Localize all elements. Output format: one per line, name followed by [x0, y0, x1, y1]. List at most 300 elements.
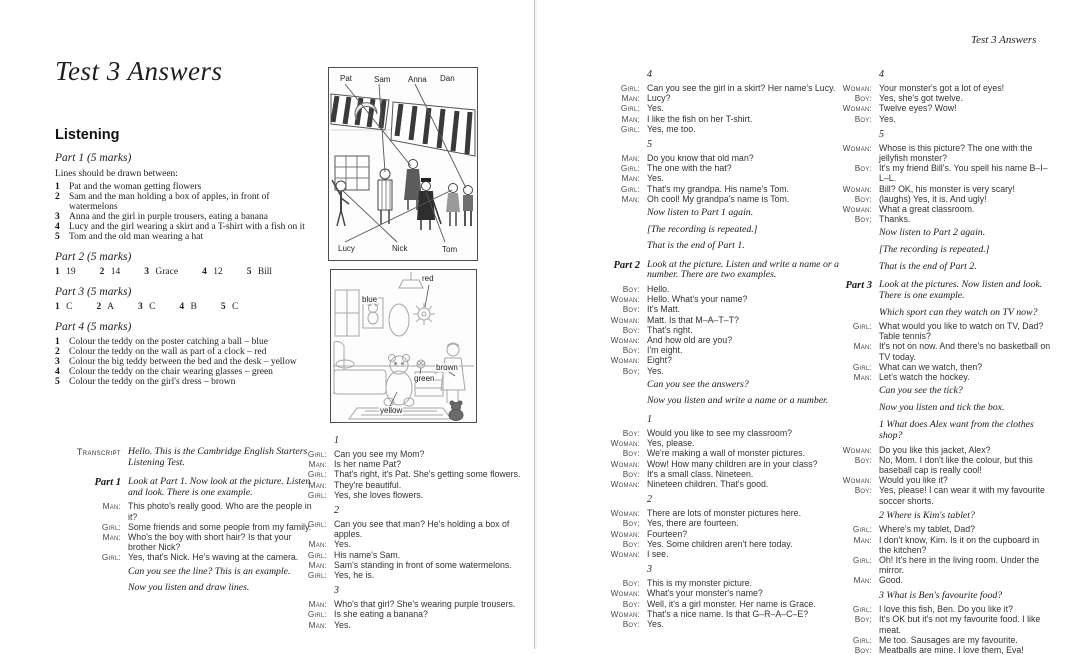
spacer [598, 396, 640, 407]
dialogue-text: I love this fish, Ben. Do you like it? [879, 604, 1013, 615]
speaker-label: Woman: [842, 475, 872, 486]
dialogue-text: Yes. [334, 619, 351, 630]
dialogue-text: Yes, that's Nick. He's waving at the camera. [128, 552, 299, 563]
speaker-label: Man: [853, 341, 872, 352]
dialogue-text: I don't know, Kim. Is it on the cupboard in the kitchen? [879, 534, 1040, 555]
speaker-label: Woman: [610, 528, 640, 539]
question-header [836, 591, 1052, 602]
item-text: Colour the teddy on the poster catching a ball – blue [69, 337, 268, 347]
list-item [55, 377, 319, 387]
running-header: Test 3 Answers [971, 34, 1037, 46]
transcript-column [53, 441, 319, 596]
dialogue-line [836, 143, 1052, 163]
dialogue-line [598, 194, 840, 204]
dialogue-line [598, 284, 840, 294]
dialogue-text: Yes, me too. [647, 123, 696, 134]
speaker-label: Woman: [610, 588, 640, 599]
dialogue-text: That's right, it's Pat. She's getting some flowers. [334, 469, 521, 480]
speaker-label: Woman: [610, 549, 640, 560]
speaker-label: Man: [308, 619, 327, 630]
answer-number: 2 [99, 267, 105, 277]
question-header [836, 511, 1052, 522]
figure1-name-anna: Anna [408, 75, 427, 84]
figure2-label-blue: blue [362, 295, 378, 304]
speaker-label: Woman: [610, 355, 640, 366]
page-gutter-divider [534, 0, 537, 649]
dialogue-text: (laughs) Yes, it is. And ugly! [879, 193, 987, 204]
list-item [55, 367, 319, 377]
item-text: Colour the teddy on the chair wearing glasses – green [69, 367, 273, 377]
spacer [598, 208, 640, 219]
dialogue-text: We're making a wall of monster pictures. [647, 448, 805, 459]
spacer [300, 585, 327, 596]
speaker-label: Boy: [622, 538, 640, 549]
spacer [836, 308, 872, 319]
dialogue-line [598, 83, 840, 93]
speaker-label: Man: [621, 173, 640, 184]
dialogue-text: Is her name Pat? [334, 459, 401, 470]
answer-number: 1 [55, 302, 60, 312]
section-number-text: 4 [879, 69, 884, 80]
part1-intro: Lines should be drawn between: [55, 169, 178, 179]
dialogue-text: Twelve eyes? Wow! [879, 103, 957, 114]
speaker-label: Boy: [622, 598, 640, 609]
dialogue-text: Who's the boy with short hair? Is that your brother Nick? [128, 531, 292, 553]
speaker-label: Man: [308, 479, 327, 490]
dialogue-text: What's your monster's name? [647, 588, 763, 599]
item-number: 1 [55, 182, 60, 192]
dialogue-text: Yes. [334, 539, 351, 550]
figure1-name-nick: Nick [392, 244, 408, 253]
speaker-label: Woman: [842, 103, 872, 114]
dialogue-line [598, 549, 840, 559]
dialogue-text: Yes, she loves flowers. [334, 489, 424, 500]
answer-pair: 3 C [137, 302, 156, 312]
dialogue-line [836, 445, 1052, 455]
dialogue-line [836, 535, 1052, 555]
dialogue-text: That's my grandpa. His name's Tom. [647, 183, 790, 194]
spacer [598, 380, 640, 391]
part3-heading: Part 3 (5 marks) [55, 286, 132, 298]
list-item [55, 357, 319, 367]
item-number: 5 [55, 232, 60, 242]
spacer [836, 403, 872, 414]
speaker-label: Boy: [622, 578, 640, 589]
stage-direction-text: Can you see the line? This is an example. [128, 565, 291, 577]
dialogue-line [836, 321, 1052, 341]
answer-number: 5 [220, 302, 226, 312]
stage-direction-text: That is the end of Part 2. [879, 260, 977, 272]
dialogue-text: This photo's really good. Who are the people in it? [128, 501, 312, 522]
dialogue-text: Would you like it? [879, 475, 948, 486]
part-label: Part 3 [845, 280, 872, 292]
speaker-label: Girl: [620, 163, 640, 174]
speaker-label: Man: [621, 153, 640, 164]
figure-market-scene [328, 67, 478, 261]
part-instruction: Hello. This is the Cambridge English Starters Listening Test. [128, 446, 308, 468]
dialogue-text: Yes, there are fourteen. [647, 518, 739, 529]
spacer [300, 435, 327, 446]
figure1-name-pat: Pat [340, 74, 353, 83]
stage-direction-text: Which sport can they watch on TV now? [879, 307, 1038, 319]
stage-direction-text: [The recording is repeated.] [647, 223, 758, 235]
speaker-label: Boy: [622, 619, 640, 630]
speaker-label: Woman: [610, 608, 640, 619]
answer-pair: 4 B [179, 302, 197, 312]
spacer [836, 420, 872, 441]
speaker-label: Girl: [307, 469, 327, 480]
stage-direction [53, 583, 319, 594]
speaker-label: Girl: [307, 570, 327, 581]
dialogue-line [836, 184, 1052, 194]
stage-direction-text: [The recording is repeated.] [879, 244, 990, 256]
dialogue-line [598, 163, 840, 173]
spacer [598, 494, 640, 505]
speaker-label: Woman: [610, 294, 640, 305]
dialogue-line [836, 372, 1052, 382]
answer-number: 3 [144, 267, 149, 277]
stage-direction [836, 403, 1052, 414]
stage-direction [598, 241, 840, 252]
speaker-label: Man: [621, 193, 640, 204]
dialogue-line [598, 508, 840, 518]
speaker-label: Boy: [854, 614, 872, 625]
speaker-label: Woman: [610, 314, 640, 325]
dialogue-line [53, 552, 319, 562]
part2-answers [55, 267, 319, 277]
market-scene-illustration [329, 68, 477, 260]
section-number-text: 5 [647, 139, 652, 151]
stage-direction-text: Now you listen and write a name or a number. [647, 395, 829, 407]
speaker-label: Girl: [852, 321, 872, 331]
item-text: Colour the teddy on the girl's dress – brown [69, 377, 236, 387]
dialogue-line [300, 599, 524, 609]
dialogue-text: Wow! How many children are in your class? [647, 458, 818, 469]
spacer [836, 69, 872, 80]
speaker-label: Girl: [101, 521, 121, 532]
speaker-label: Man: [853, 575, 872, 586]
dialogue-text: What can we watch, then? [879, 361, 983, 372]
page-title: Test 3 Answers [55, 56, 223, 86]
stage-direction-text: Now listen to Part 1 again. [647, 207, 754, 219]
figure2-label-yellow: yellow [380, 406, 403, 415]
dialogue-text: It's not on now. And there's no basketball on TV today. [879, 341, 1051, 362]
dialogue-line [598, 518, 840, 528]
dialogue-line [53, 522, 319, 532]
dialogue-line [598, 619, 840, 629]
speaker-label: Girl: [852, 555, 872, 566]
dialogue-text: Can you see my Mom? [334, 449, 425, 459]
item-text: Colour the teddy on the wall as part of a clock – red [69, 347, 267, 357]
spacer [836, 228, 872, 239]
list-item [55, 337, 319, 347]
speaker-label: Man: [621, 113, 640, 124]
section-number-text: 2 [647, 494, 652, 506]
dialogue-line [598, 529, 840, 539]
speaker-label: Woman: [610, 479, 640, 490]
section-number [300, 585, 524, 596]
dialogue-text: Yes. [647, 619, 664, 630]
answer-pair: 2 14 [99, 267, 121, 277]
speaker-label: Woman: [842, 183, 872, 194]
dialogue-line [598, 599, 840, 609]
speaker-label: Girl: [620, 103, 640, 114]
speaker-label: Boy: [622, 345, 640, 356]
speaker-label: Woman: [842, 83, 872, 93]
dialogue-text: I see. [647, 549, 669, 560]
stage-direction [598, 380, 840, 391]
stage-direction [598, 225, 840, 236]
part-label: Transcript [76, 447, 121, 457]
stage-direction-text: Can you see the answers? [647, 378, 749, 390]
part1-answer-list [55, 182, 319, 242]
speaker-label: Man: [102, 531, 121, 542]
item-number: 3 [55, 357, 60, 367]
stage-direction-text: That is the end of Part 1. [647, 240, 745, 252]
listening-heading: Listening [55, 127, 120, 143]
figure1-name-dan: Dan [440, 74, 455, 83]
dialogue-line [836, 194, 1052, 204]
speaker-label: Boy: [622, 324, 640, 335]
speaker-label: Man: [308, 599, 327, 610]
dialogue-text: Yes, please! I can wear it with my favourite soccer shorts. [879, 485, 1045, 506]
list-item [55, 222, 319, 232]
speaker-label: Boy: [622, 428, 640, 439]
question-text: 3 What is Ben's favourite food? [879, 589, 1003, 601]
question-text: 1 What does Alex want from the clothes shop? [879, 419, 1034, 441]
dialogue-line [300, 550, 524, 560]
stage-direction [598, 396, 840, 407]
stage-direction [836, 308, 1052, 319]
dialogue-line [836, 614, 1052, 634]
transcript-column-4 [836, 64, 1052, 655]
section-number [300, 435, 524, 446]
part-header [836, 280, 1052, 301]
dialogue-line [598, 428, 840, 438]
answer-number: 1 [55, 267, 60, 277]
speaker-label: Boy: [622, 468, 640, 479]
spacer [598, 564, 640, 575]
dialogue-text: Yes. [879, 113, 896, 124]
answer-number: 4 [202, 267, 207, 277]
answer-pair: 5 C [220, 302, 239, 312]
dialogue-line [836, 455, 1052, 475]
stage-direction-text: Now you listen and tick the box. [879, 401, 1005, 413]
dialogue-line [598, 479, 840, 489]
section-number [598, 564, 840, 575]
speaker-label: Man: [308, 559, 327, 570]
spacer [836, 245, 872, 256]
section-number [598, 139, 840, 150]
dialogue-line [836, 93, 1052, 103]
dialogue-line [598, 93, 840, 103]
spacer [598, 414, 640, 425]
dialogue-text: Yes. [647, 173, 664, 184]
speaker-label: Man: [308, 539, 327, 550]
dialogue-line [300, 620, 524, 630]
dialogue-line [598, 459, 840, 469]
dialogue-line [598, 345, 840, 355]
dialogue-text: No, Mom. I don't like the colour, but this baseball cap is really cool! [879, 454, 1033, 475]
section-number-text: 5 [879, 128, 884, 140]
dialogue-text: Good. [879, 575, 903, 586]
item-number: 2 [55, 347, 60, 357]
speaker-label: Boy: [854, 113, 872, 124]
part-instruction: Look at the picture. Listen and write a name or a number. There are two examples. [647, 258, 840, 281]
speaker-label: Man: [308, 459, 327, 470]
speaker-label: Girl: [307, 549, 327, 560]
dialogue-line [836, 204, 1052, 214]
dialogue-text: That's a nice name. Is that G–R–A–C–E? [647, 608, 809, 619]
answer-pair: 1 C [55, 302, 73, 312]
dialogue-line [836, 362, 1052, 372]
spacer [598, 139, 640, 150]
speaker-label: Girl: [620, 123, 640, 134]
speaker-label: Girl: [307, 519, 327, 530]
item-number: 4 [55, 222, 60, 232]
dialogue-text: And how old are you? [647, 335, 733, 346]
dialogue-text: Well, it's a girl monster. Her name is Grace. [647, 598, 816, 609]
dialogue-line [836, 475, 1052, 485]
dialogue-line [598, 103, 840, 113]
dialogue-text: Sam's standing in front of some watermelons. [334, 559, 512, 570]
speaker-label: Woman: [610, 335, 640, 346]
dialogue-text: Do you know that old man? [647, 153, 754, 164]
figure2-label-red: red [422, 274, 434, 283]
speaker-label: Boy: [854, 485, 872, 496]
section-number [598, 414, 840, 425]
speaker-label: Girl: [852, 524, 872, 535]
part-header [53, 477, 319, 498]
item-number: 2 [55, 192, 60, 202]
speaker-label: Woman: [842, 142, 872, 153]
item-text: Anna and the girl in purple trousers, eating a banana [69, 212, 268, 222]
transcript-column-2 [300, 430, 524, 630]
item-text: Lucy and the girl wearing a skirt and a T-shirt with a fish on it [69, 222, 305, 232]
answer-number: 4 [179, 302, 185, 312]
answer-pair: 4 12 [202, 267, 223, 277]
question-text: 2 Where is Kim's tablet? [879, 509, 975, 521]
item-number: 5 [55, 377, 60, 387]
dialogue-line [598, 355, 840, 365]
dialogue-text: Oh! It's here in the living room. Under the mirror. [879, 555, 1040, 576]
dialogue-line [598, 153, 840, 163]
section-number-text: 2 [334, 505, 339, 517]
dialogue-text: Lucy? [647, 93, 671, 104]
dialogue-line [598, 609, 840, 619]
stage-direction [836, 386, 1052, 397]
dialogue-line [300, 469, 524, 479]
item-number: 1 [55, 337, 60, 347]
figure2-label-green: green [414, 374, 435, 383]
dialogue-line [598, 114, 840, 124]
dialogue-text: It's my friend Bill's. You spell his name B–I–L–L. [879, 163, 1048, 184]
dialogue-line [598, 173, 840, 183]
speaker-label: Girl: [620, 183, 640, 194]
dialogue-text: Some friends and some people from my family. [128, 521, 312, 532]
dialogue-line [300, 560, 524, 570]
dialogue-line [598, 366, 840, 376]
dialogue-line [598, 539, 840, 549]
item-text: Tom and the old man wearing a hat [69, 232, 204, 242]
dialogue-text: What a great classroom. [879, 204, 975, 215]
dialogue-text: Your monster's got a lot of eyes! [879, 83, 1005, 93]
dialogue-line [598, 294, 840, 304]
speaker-label: Boy: [854, 93, 872, 104]
dialogue-text: Yes, please. [647, 438, 695, 449]
dialogue-text: Do you like this jacket, Alex? [879, 444, 991, 455]
section-number [598, 69, 840, 80]
dialogue-line [598, 438, 840, 448]
spacer [300, 505, 327, 516]
dialogue-text: Meatballs are mine. I love them, Eva! [879, 645, 1024, 655]
answer-pair: 1 19 [55, 267, 76, 277]
answer-pair: 2 A [96, 302, 114, 312]
speaker-label: Girl: [307, 449, 327, 459]
dialogue-line [836, 555, 1052, 575]
speaker-label: Boy: [854, 193, 872, 204]
spacer [836, 262, 872, 273]
dialogue-line [836, 341, 1052, 361]
part3-answers [55, 302, 319, 312]
dialogue-line [53, 501, 319, 521]
dialogue-text: It's Matt. [647, 304, 680, 315]
bedroom-scene-illustration [331, 270, 476, 422]
section-number-text: 1 [334, 435, 339, 446]
dialogue-text: Me too. Sausages are my favourite. [879, 634, 1018, 645]
part-label: Part 2 [613, 259, 640, 271]
stage-direction [836, 262, 1052, 273]
stage-direction-text: Can you see the tick? [879, 385, 963, 397]
speaker-label: Man: [102, 501, 121, 512]
dialogue-line [836, 214, 1052, 224]
dialogue-text: Nineteen children. That's good. [647, 479, 769, 490]
speaker-label: Girl: [620, 83, 640, 93]
spacer [836, 386, 872, 397]
item-number: 3 [55, 212, 60, 222]
item-text: Pat and the woman getting flowers [69, 182, 202, 192]
part1-heading: Part 1 (5 marks) [55, 152, 132, 164]
dialogue-line [598, 315, 840, 325]
speaker-label: Man: [853, 534, 872, 545]
dialogue-text: Can you see that man? He's holding a box of apples. [334, 519, 510, 540]
dialogue-text: I like the fish on her T-shirt. [647, 113, 753, 124]
dialogue-line [598, 184, 840, 194]
section-number-text: 4 [647, 69, 652, 80]
item-text: Sam and the man holding a box of apples, in front of watermelons [69, 192, 270, 212]
part4-answer-list [55, 337, 319, 387]
dialogue-text: Can you see the girl in a skirt? Her name's Lucy. [647, 83, 836, 93]
figure1-name-sam: Sam [374, 75, 391, 84]
dialogue-text: They're beautiful. [334, 479, 402, 490]
speaker-label: Man: [621, 93, 640, 104]
speaker-label: Girl: [101, 552, 121, 563]
list-item [55, 182, 319, 192]
dialogue-text: Hello. What's your name? [647, 294, 748, 305]
dialogue-text: Yes. [647, 103, 664, 114]
section-number-text: 3 [334, 585, 339, 597]
section-number-text: 1 [647, 414, 652, 426]
dialogue-line [300, 490, 524, 500]
dialogue-text: Fourteen? [647, 528, 688, 539]
figure-bedroom-scene [330, 269, 477, 423]
dialogue-text: It's OK but it's not my favourite food. I like meat. [879, 614, 1041, 635]
dialogue-line [836, 485, 1052, 505]
speaker-label: Boy: [854, 645, 872, 655]
dialogue-text: Would you like to see my classroom? [647, 428, 793, 439]
dialogue-text: Let's watch the hockey. [879, 372, 970, 383]
spacer [53, 583, 121, 594]
